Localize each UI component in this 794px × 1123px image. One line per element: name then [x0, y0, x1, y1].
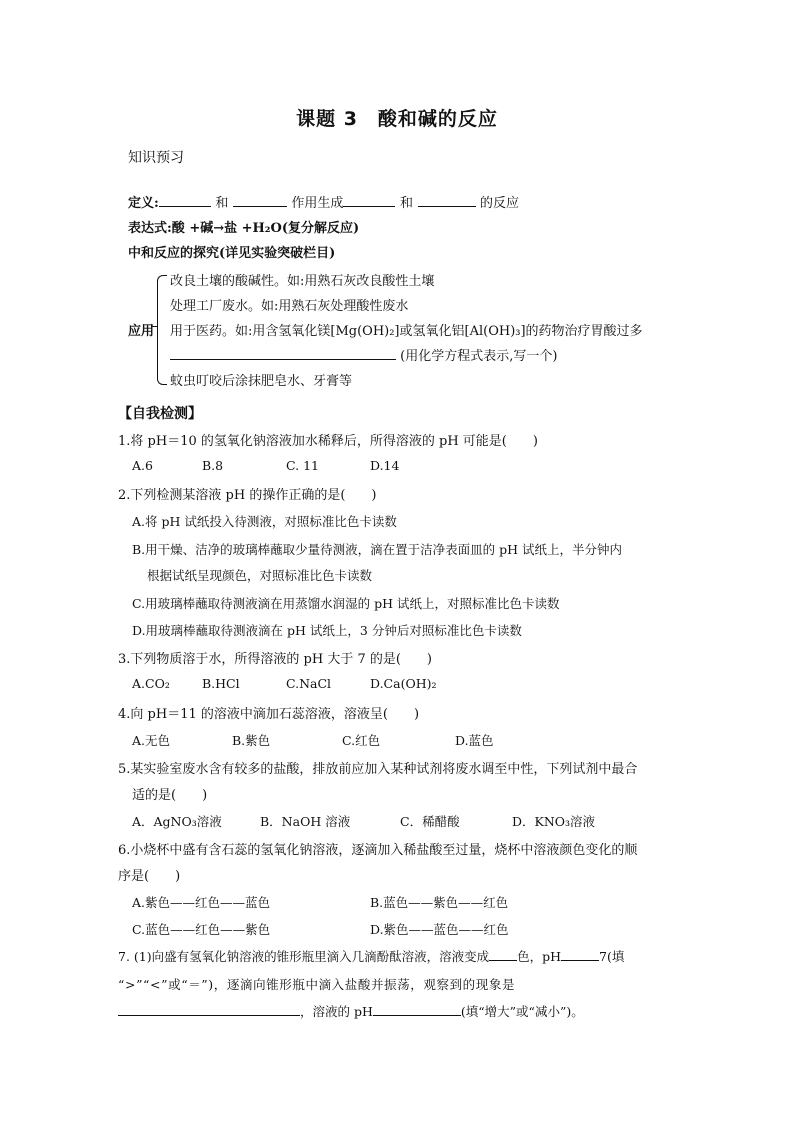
blank-3[interactable] [343, 194, 395, 207]
option[interactable]: A.紫色——红色——蓝色 [132, 895, 271, 910]
question-stem: 2.下列检测某溶液 pH 的操作正确的是( ) [118, 488, 377, 503]
option[interactable]: A.无色 [132, 733, 171, 748]
brace-shape [157, 275, 167, 385]
section-preview-label: 知识预习 [128, 150, 184, 166]
option[interactable]: B.用干燥、洁净的玻璃棒蘸取少量待测液，滴在置于洁净表面皿的 pH 试纸上，半分钟内 [132, 542, 623, 557]
option[interactable]: B.HCl [202, 676, 240, 691]
question-stem: 5.某实验室废水含有较多的盐酸，排放前应加入某种试剂将废水调至中性，下列试剂中最合 [118, 762, 638, 777]
blank-1[interactable] [159, 194, 211, 207]
option[interactable]: B．NaOH 溶液 [260, 814, 351, 829]
page-title: 课题 3 酸和碱的反应 [296, 108, 498, 130]
question-stem: 1.将 pH＝10 的氢氧化钠溶液加水稀释后，所得溶液的 pH 可能是( ) [118, 434, 538, 449]
option[interactable]: B.8 [202, 458, 224, 473]
option[interactable]: A.CO₂ [132, 676, 170, 691]
exploration-line: 中和反应的探究(详见实验突破栏目) [128, 246, 336, 261]
option[interactable]: D．KNO₃溶液 [512, 814, 596, 829]
application-item: 蚊虫叮咬后涂抹肥皂水、牙膏等 [170, 374, 353, 389]
option[interactable]: C. 11 [286, 458, 319, 473]
option[interactable]: A．AgNO₃溶液 [132, 814, 222, 829]
option[interactable]: D.紫色——蓝色——红色 [370, 922, 509, 937]
definition-line: 定义: 和 作用生成 和 的反应 [128, 196, 520, 211]
option[interactable]: D.用玻璃棒蘸取待测液滴在 pH 试纸上，3 分钟后对照标准比色卡读数 [132, 623, 522, 638]
option[interactable]: D.Ca(OH)₂ [370, 676, 437, 691]
option[interactable]: C．稀醋酸 [400, 814, 460, 829]
question-stem: 6.小烧杯中盛有含石蕊的氢氧化钠溶液，逐滴加入稀盐酸至过量，烧杯中溶液颜色变化的顺 [118, 843, 638, 858]
question-7-line-3: ，溶液的 pH (填“增大”或“减小”)。 [118, 1002, 584, 1020]
option[interactable]: B.蓝色——紫色——红色 [370, 895, 509, 910]
option[interactable]: B.紫色 [232, 733, 271, 748]
question-stem: 4.向 pH＝11 的溶液中滴加石蕊溶液，溶液呈( ) [118, 707, 420, 722]
definition-label: 定义: [128, 196, 159, 211]
question-stem: 3.下列物质溶于水，所得溶液的 pH 大于 7 的是( ) [118, 652, 433, 667]
option[interactable]: C.用玻璃棒蘸取待测液滴在用蒸馏水润湿的 pH 试纸上，对照标准比色卡读数 [132, 596, 560, 611]
ph-compare-blank[interactable] [561, 948, 599, 961]
option[interactable]: A.将 pH 试纸投入待测液，对照标准比色卡读数 [132, 514, 397, 529]
application-equation-line: (用化学方程式表示,写一个) [170, 345, 557, 364]
option[interactable]: C.蓝色——红色——紫色 [132, 922, 271, 937]
option[interactable]: C.NaCl [286, 676, 332, 691]
application-item: 改良土壤的酸碱性。如:用熟石灰改良酸性土壤 [170, 274, 435, 289]
blank-4[interactable] [418, 194, 476, 207]
application-label: 应用 [128, 324, 155, 339]
application-item: 处理工厂废水。如:用熟石灰处理酸性废水 [170, 299, 409, 314]
question-7-line-2: “>”“<”或“＝”)，逐滴向锥形瓶中滴入盐酸并振荡，观察到的现象是 [118, 977, 516, 992]
option[interactable]: A.6 [132, 458, 153, 473]
phenomenon-blank[interactable] [118, 1003, 300, 1016]
question-stem-continuation: 序是( ) [118, 869, 181, 884]
ph-change-blank[interactable] [373, 1003, 461, 1016]
question-stem-continuation: 适的是( ) [132, 788, 208, 803]
application-item: 用于医药。如:用含氢氧化镁[Mg(OH)₂]或氢氧化铝[Al(OH)₃]的药物治疗胃酸过多 [170, 324, 643, 339]
option-continuation: 根据试纸呈现颜色，对照标准比色卡读数 [147, 568, 373, 583]
equation-blank[interactable] [170, 347, 396, 360]
self-check-heading: 【自我检测】 [118, 406, 202, 422]
expression-line: 表达式:酸 +碱→盐 +H₂O(复分解反应) [128, 221, 360, 236]
option[interactable]: C.红色 [342, 733, 381, 748]
option[interactable]: D.蓝色 [455, 733, 494, 748]
blank-2[interactable] [233, 194, 287, 207]
question-7-line-1: 7. (1)向盛有氢氧化钠溶液的锥形瓶里滴入几滴酚酞溶液，溶液变成 色，pH 7(填 [118, 949, 625, 964]
option[interactable]: D.14 [370, 458, 400, 473]
color-blank[interactable] [489, 948, 517, 961]
